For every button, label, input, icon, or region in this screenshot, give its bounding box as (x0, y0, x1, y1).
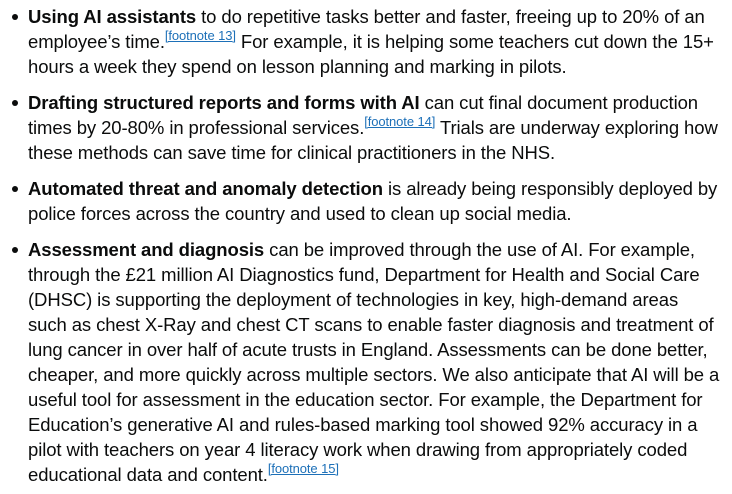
footnote-14-link[interactable]: [footnote 14] (364, 114, 436, 129)
list-item-threat-detection (12, 176, 720, 226)
item-lead: Drafting structured reports and forms with AI (28, 92, 420, 113)
list-item-drafting-reports (12, 90, 720, 165)
item-text-continued: For example, it is helping some teachers cut down the 15+ hours a week they spend on lesson planning and marking in pilots. (28, 31, 714, 77)
item-lead: Assessment and diagnosis (28, 239, 265, 260)
item-text: to do repetitive tasks better and faster, freeing up to 20% of an employee’s time. (28, 6, 705, 52)
item-lead: Automated threat and anomaly detection (28, 178, 383, 199)
item-text-continued: Trials are underway exploring how these methods can save time for clinical practitioners in the NHS. (28, 117, 718, 163)
bullet-list (12, 4, 720, 487)
item-text: can be improved through the use of AI. For example, through the £21 million AI Diagnostics fund, Department for Health and Social Care (DHSC) is supporting the deployment of technologies in key, high-demand areas such as chest X-Ray and chest CT scans to enable faster diagnosis and treatment of lung cancer in over half of acute trusts in England. Assessments can be done better, cheaper, and more quickly across multiple sectors. We also anticipate that AI will be a useful tool for assessment in the education sector. For example, the Department for Education’s generative AI and rules-based marking tool showed 92% accuracy in a pilot with teachers on year 4 literacy work when drawing from appropriately coded educational data and content. (28, 239, 720, 485)
list-item-assessment-diagnosis (12, 237, 720, 487)
item-text: is already being responsibly deployed by police forces across the country and used to clean up social media. (28, 178, 718, 224)
item-lead: Using AI assistants (28, 6, 197, 27)
footnote-14 (364, 114, 435, 129)
footnote-13-link[interactable]: [footnote 13] (164, 28, 236, 43)
list-item-ai-assistants (12, 4, 720, 79)
footnote-13 (165, 28, 236, 43)
footnote-15-link[interactable]: [footnote 15] (267, 461, 339, 476)
item-text: can cut final document production times by 20-80% in professional services. (28, 92, 698, 138)
footnote-15 (268, 461, 339, 476)
